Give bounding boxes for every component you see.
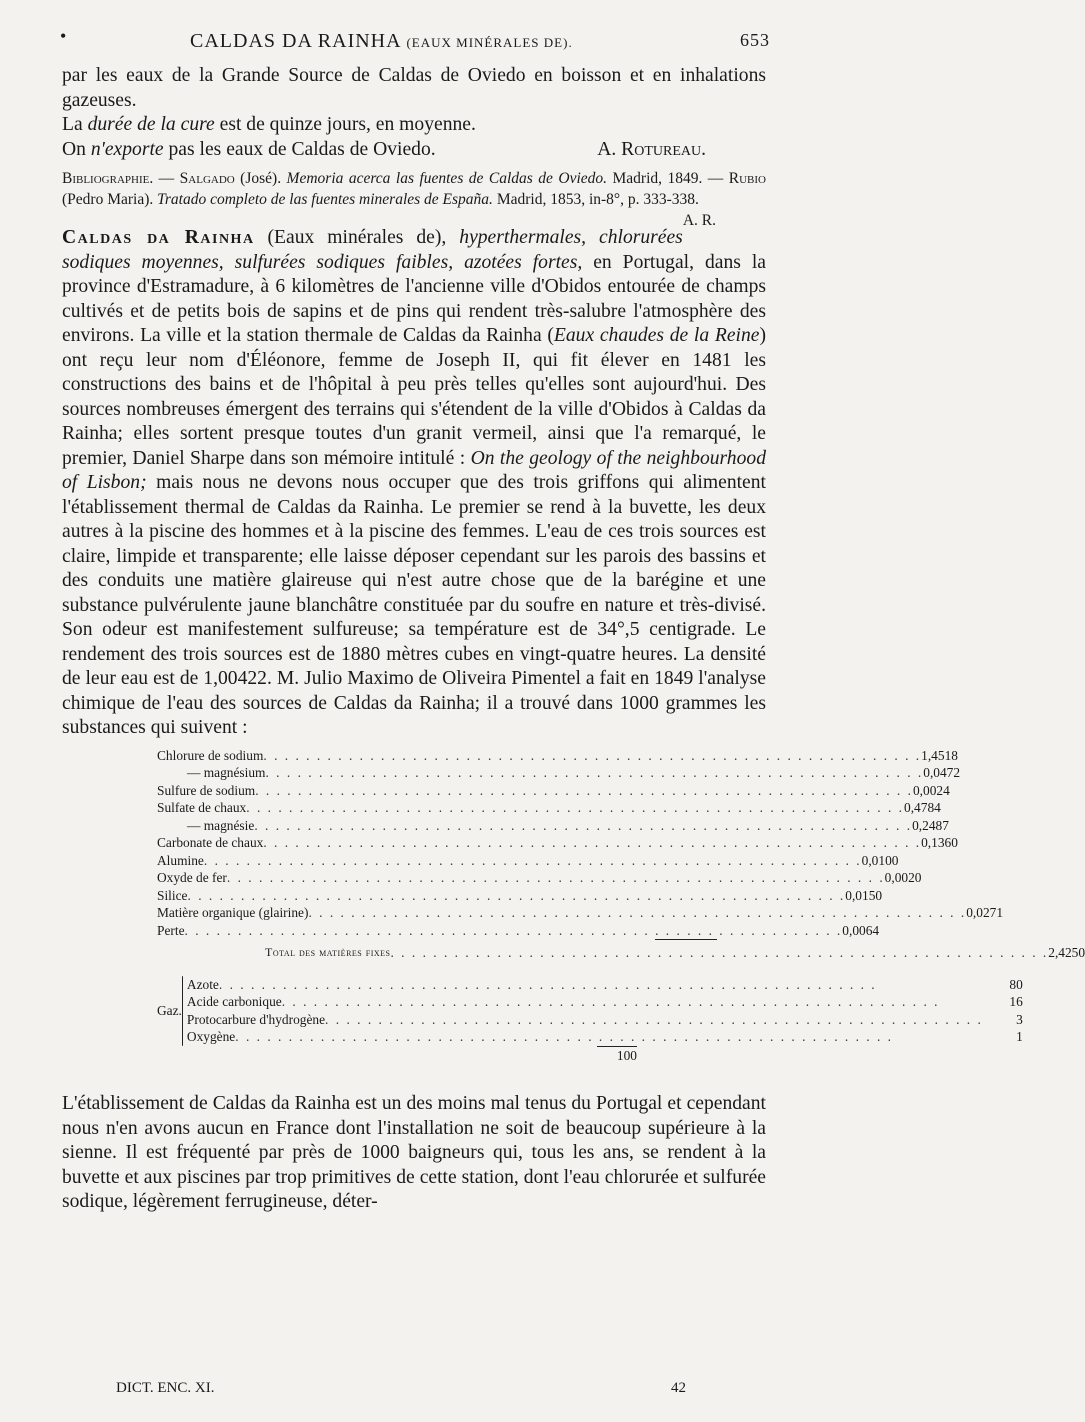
leader-dots (263, 834, 921, 852)
biblio-signature: A. R. (682, 212, 716, 229)
analysis-total-value: 2,4250 (1048, 945, 1085, 960)
gas-value: 80 (1009, 976, 1023, 992)
gas-brace (182, 976, 183, 1046)
gas-label: Azote (186, 976, 219, 992)
leader-dots (227, 869, 885, 887)
analysis-value: 0,4784 (904, 800, 941, 815)
leader-dots (263, 747, 921, 765)
biblio-dash: — (153, 170, 180, 187)
header-title-sub: (EAUX MINÉRALES DE). (406, 35, 573, 50)
footer-sheet-number: 42 (671, 1380, 686, 1396)
analysis-value: 0,0024 (912, 782, 950, 798)
analysis-row (157, 904, 1004, 922)
gas-row (187, 1028, 1023, 1046)
analysis-rows (157, 747, 1004, 940)
export-post: pas les eaux de Caldas de Oviedo. (163, 138, 436, 160)
biblio-work2: Tratado completo de las fuentes minerales de España. (157, 191, 493, 208)
duree-paragraph (62, 113, 766, 138)
leader-dots (325, 1011, 983, 1029)
gas-label: Oxygène (186, 1029, 236, 1044)
biblio-work1: Memoria acerca las fuentes de Caldas de Oviedo. (286, 170, 608, 187)
article-text-2: ) ont reçu leur nom d'Éléonore, femme de Joseph II, qui fit élever en 1481 les constructions des bains et de l'hôpital à peu près telles qu'elles sont aujourd'hui. Des sources nombreuses émergent des terrains qui s'étendent de la ville d'Obidos à Caldas da Rainha; elles sortent presque toutes d'un granit vermeil, ainsi que l'a remarqué, le premier, Daniel Sharpe dans son mémoire intitulé : (62, 325, 766, 469)
analysis-value: 0,1360 (921, 835, 958, 850)
article-types: hyperthermales, chlorurées sodiques moyennes, sulfurées sodiques faibles, azotées fortes, (62, 227, 683, 273)
analysis-label: Oxyde de fer (157, 870, 227, 885)
analysis-label: Sulfate de chaux (157, 800, 247, 815)
analysis-row (157, 782, 950, 800)
analysis-row (157, 799, 941, 817)
analysis-row (157, 852, 899, 870)
analysis-label: Sulfure de sodium (157, 782, 256, 798)
header-title-main: CALDAS DA RAINHA (190, 30, 401, 52)
analysis-value: 0,0020 (884, 870, 922, 885)
intro-continuation: par les eaux de la Grande Source de Caldas de Oviedo en boisson et en inhalations gazeuses. (62, 65, 766, 111)
leader-dots (246, 799, 904, 817)
gas-label: Protocarbure d'hydrogène (186, 1011, 326, 1027)
analysis-row (157, 817, 949, 835)
analysis-total-label: Total des matières fixes (265, 945, 391, 959)
duree-pre: La (62, 114, 88, 135)
gas-total-block (157, 1046, 637, 1065)
gas-rows (187, 976, 1023, 1046)
analysis-value: 0,0064 (842, 922, 880, 938)
analysis-label: Carbonate de chaux (157, 835, 264, 850)
article-text-1-em: Eaux chaudes de la Reine (553, 325, 760, 346)
biblio-author2-rest: (Pedro Maria). (62, 191, 158, 208)
gas-group (157, 976, 1023, 1046)
gas-total-value: 100 (616, 1047, 637, 1063)
page-number: 653 (740, 30, 770, 50)
leader-dots (204, 852, 862, 870)
article-text-2-em: On the geology of the neighbourhood of Lisbon; (62, 447, 766, 493)
duree-post: est de quinze jours, en moyenne. (214, 114, 476, 135)
biblio-label: Bibliographie. (62, 170, 154, 187)
gas-row (187, 976, 1023, 994)
leader-dots (265, 764, 923, 782)
closing-paragraph: L'établissement de Caldas da Rainha est un des moins mal tenus du Portugal et cependant nous n'en avons aucun en France dont l'installation ne soit de beaucoup supérieure à la sienne. Il est fréquenté par près de 1000 baigneurs qui, tous les ans, se rendent à la buvette et aux piscines par trop primitives de cette station, dont l'eau chlorurée et sulfurée sodique, légèrement ferrugineuse, déter- (62, 1093, 766, 1212)
analysis-value: 0,2487 (912, 817, 949, 833)
analysis-value: 0,0100 (861, 852, 899, 868)
analysis-row (157, 834, 958, 852)
gas-row (187, 993, 1023, 1011)
analysis-label: Perte (157, 922, 185, 938)
article-text-1: en Portugal, dans la province d'Estramadure, à 6 kilomètres de l'ancienne ville d'Obidos entourée de champs cultivés et de petits bois de sapins et de pins qui rendent très-salubre l'atmosphère des environs. La ville et la station thermale de Caldas da Rainha ( (62, 251, 766, 346)
page-body (62, 64, 1085, 1215)
analysis-row (157, 922, 880, 940)
analysis-label: Alumine (157, 852, 204, 868)
export-em: n'exporte (90, 138, 164, 160)
biblio-author1-rest: (José). (234, 170, 287, 187)
analysis-label: Silice (157, 887, 188, 903)
gas-total-row (157, 1047, 637, 1065)
export-pre: On (62, 138, 91, 160)
gas-row (187, 1011, 1023, 1029)
export-paragraph (62, 138, 766, 163)
article-headword: Caldas da Rainha (62, 227, 255, 248)
gas-label: Acide carbonique (186, 994, 282, 1009)
gas-total-gap (157, 1047, 597, 1065)
analysis-label: Matière organique (glairine) (157, 905, 309, 920)
analysis-table (157, 747, 1085, 1065)
gas-value: 1 (1016, 1029, 1023, 1044)
author-signature: A. Rotureau. (597, 138, 706, 160)
analysis-total-rule (655, 939, 717, 940)
analysis-value: 0,0472 (923, 765, 961, 780)
leader-dots (185, 922, 843, 940)
biblio-author2: Rubio (728, 170, 766, 187)
leader-dots (254, 817, 912, 835)
bibliography (62, 168, 766, 229)
analysis-value: 0,0271 (966, 905, 1004, 920)
biblio-author1: Salgado (179, 170, 235, 187)
analysis-row (157, 764, 961, 782)
leader-dots (308, 904, 966, 922)
header-title (190, 30, 573, 53)
analysis-label: — magnésie (187, 817, 255, 833)
analysis-label: — magnésium (187, 765, 266, 780)
biblio-pub1: Madrid, 1849. — (607, 170, 729, 187)
running-header (60, 26, 770, 60)
gas-value: 16 (1009, 994, 1023, 1009)
article-qualifier: (Eaux minérales de), (254, 227, 460, 248)
leader-dots (390, 944, 1048, 962)
gas-value: 3 (1016, 1011, 1023, 1027)
leader-dots (235, 1028, 983, 1046)
header-bullet: • (60, 26, 68, 46)
leader-dots (282, 993, 983, 1011)
analysis-row (157, 747, 958, 765)
export-text (62, 138, 436, 163)
footer-signature-mark: DICT. ENC. XI. (116, 1380, 215, 1396)
analysis-value: 1,4518 (921, 747, 958, 763)
analysis-row (157, 869, 922, 887)
analysis-value: 0,0150 (845, 887, 883, 903)
analysis-label: Chlorure de sodium (157, 747, 264, 763)
leader-dots (255, 782, 913, 800)
analysis-total-row (157, 944, 1085, 962)
biblio-pub2: Madrid, 1853, in-8°, p. 333-338. (492, 191, 699, 208)
leader-dots (188, 887, 846, 905)
article-caldas-da-rainha (62, 226, 766, 741)
duree-em: durée de la cure (87, 114, 215, 135)
page-footer (116, 1380, 686, 1397)
gas-label: Gaz. (157, 1002, 182, 1018)
article-text-3: mais nous ne devons nous occuper que des trois griffons qui alimentent l'établissement thermal de Caldas da Rainha. Le premier se rend à la buvette, les deux autres à la piscine des hommes et à la piscine des femmes. L'eau de ces trois sources est claire, limpide et transparente; elle laisse déposer cependant sur les parois des bassins et des conduits une matière glaireuse qui n'est autre chose que de la barégine et une substance pulvérulente jaune blanchâtre constituée par du soufre en nature et très-divisé. Son odeur est manifestement sulfureuse; sa température est de 34°,5 centigrade. Le rendement des trois sources est de 1880 mètres cubes en vingt-quatre heures. La densité de leur eau est de 1,00422. M. Julio Maximo de Oliveira Pimentel a fait en 1849 l'analyse chimique de l'eau des sources de Caldas da Rainha; il a trouvé dans 1000 grammes les substances qui suivent : (62, 472, 766, 738)
leader-dots (219, 976, 983, 994)
analysis-row (157, 887, 883, 905)
